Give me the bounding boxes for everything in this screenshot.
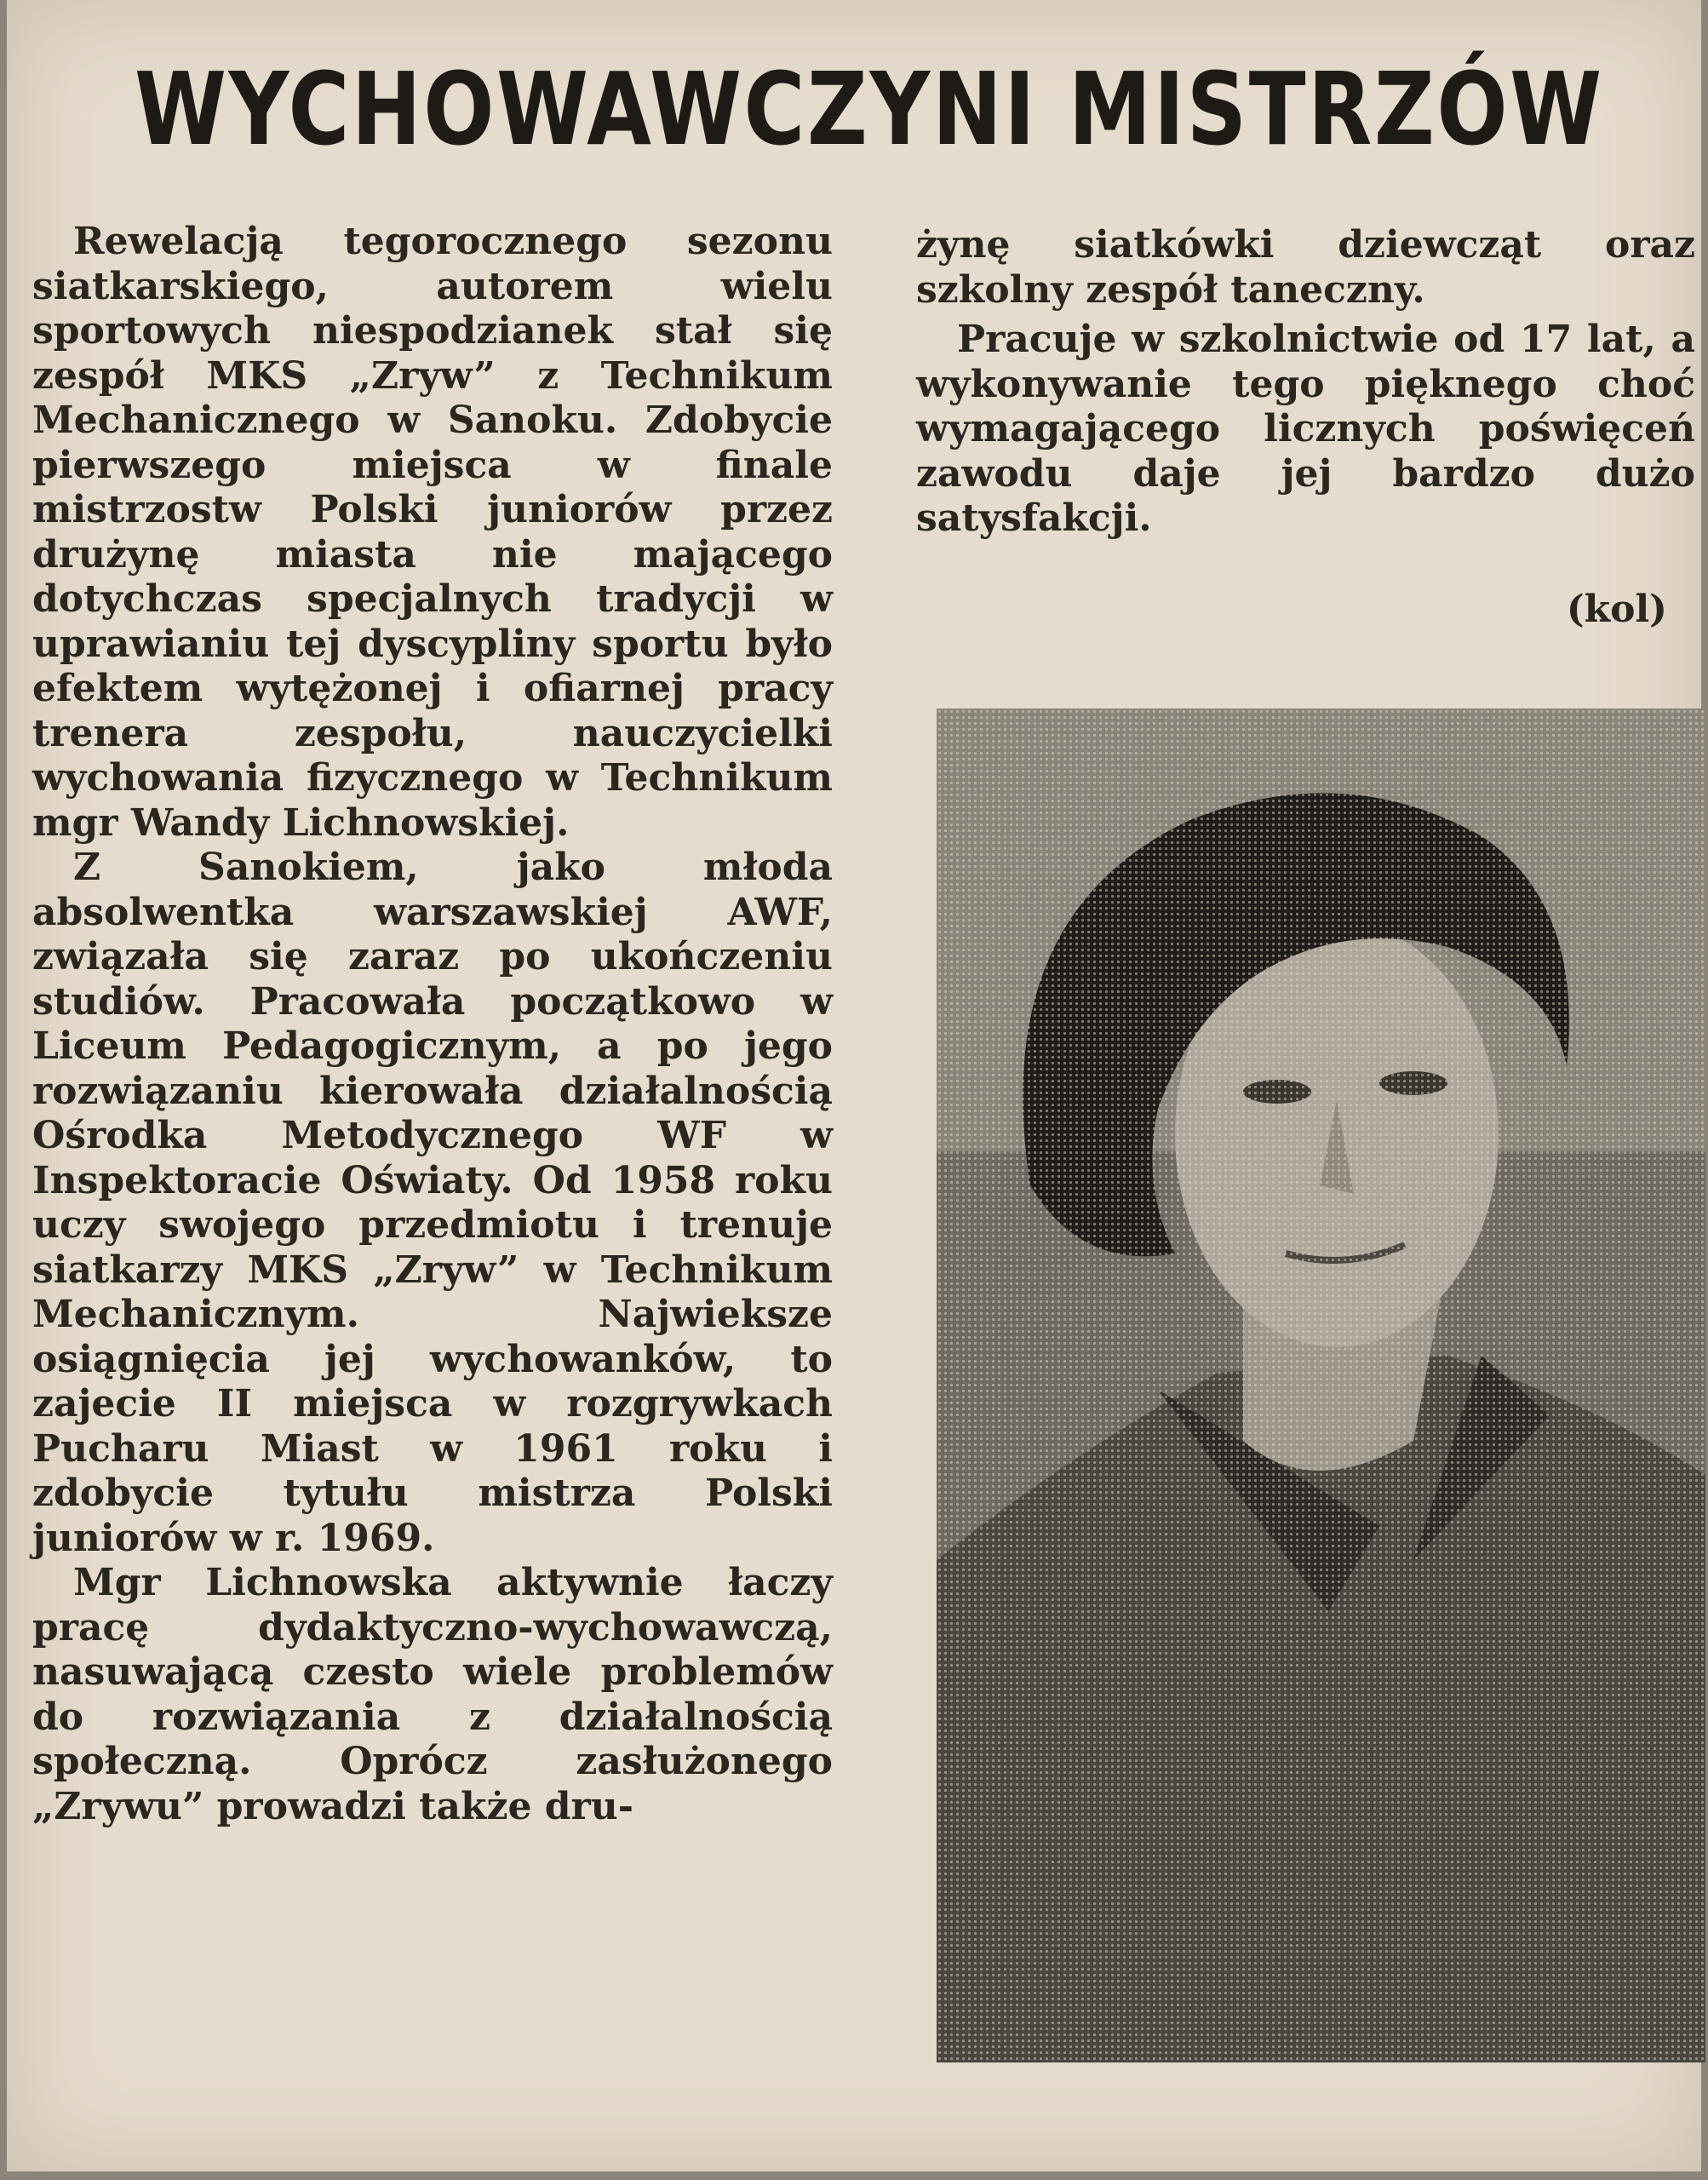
headline: WYCHOWAWCZYNI MISTRZÓW	[135, 50, 1604, 168]
article-column-left	[32, 220, 833, 1829]
article-column-right	[916, 223, 1695, 542]
portrait-illustration	[937, 708, 1705, 2062]
paragraph-intro: Rewelacją tegorocznego sezonu siatkarskiego, autorem wielu sportowych niespodzianek stał się zespół MKS „Zryw” z Technikum Mechanicznego w Sanoku. Zdobycie pierwszego miejsca w finale mistrzostw Polski juniorów przez drużynę miasta nie mającego dotychczas specjalnych tradycji w uprawianiu tej dyscypliny sportu było efektem wytężonej i ofiarnej pracy trenera zespołu, nauczycielki wychowania fizycznego w Technikum mgr Wandy Lichnowskiej.	[32, 220, 833, 845]
byline: (kol)	[1566, 588, 1667, 631]
paragraph-experience: Pracuje w szkolnictwie od 17 lat, a wykonywanie tego pięknego choć wymagającego licznych poświęceń zawodu daje jej bardzo dużo satysfakcji.	[916, 318, 1695, 540]
paragraph-continuation: żynę siatkówki dziewcząt oraz szkolny zespół taneczny.	[916, 223, 1695, 312]
portrait-photo	[937, 708, 1705, 2062]
paragraph-activity: Mgr Lichnowska aktywnie łaczy pracę dydaktyczno-wychowawczą, nasuwającą czesto wiele problemów do rozwiązania z działalnością społeczną. Oprócz zasłużonego „Zrywu” prowadzi także dru-	[32, 1561, 833, 1828]
newspaper-clipping	[7, 0, 1701, 2171]
paragraph-career: Z Sanokiem, jako młoda absolwentka warszawskiej AWF, związała się zaraz po ukończeniu studiów. Pracowała początkowo w Liceum Pedagogicznym, a po jego rozwiązaniu kierowała działalnością Ośrodka Metodycznego WF w Inspektoracie Oświaty. Od 1958 roku uczy swojego przedmiotu i trenuje siatkarzy MKS „Zryw” w Technikum Mechanicznym. Najwieksze osiągnięcia jej wychowanków, to zajecie II miejsca w rozgrywkach Pucharu Miast w 1961 roku i zdobycie tytułu mistrza Polski juniorów w r. 1969.	[32, 846, 833, 1560]
